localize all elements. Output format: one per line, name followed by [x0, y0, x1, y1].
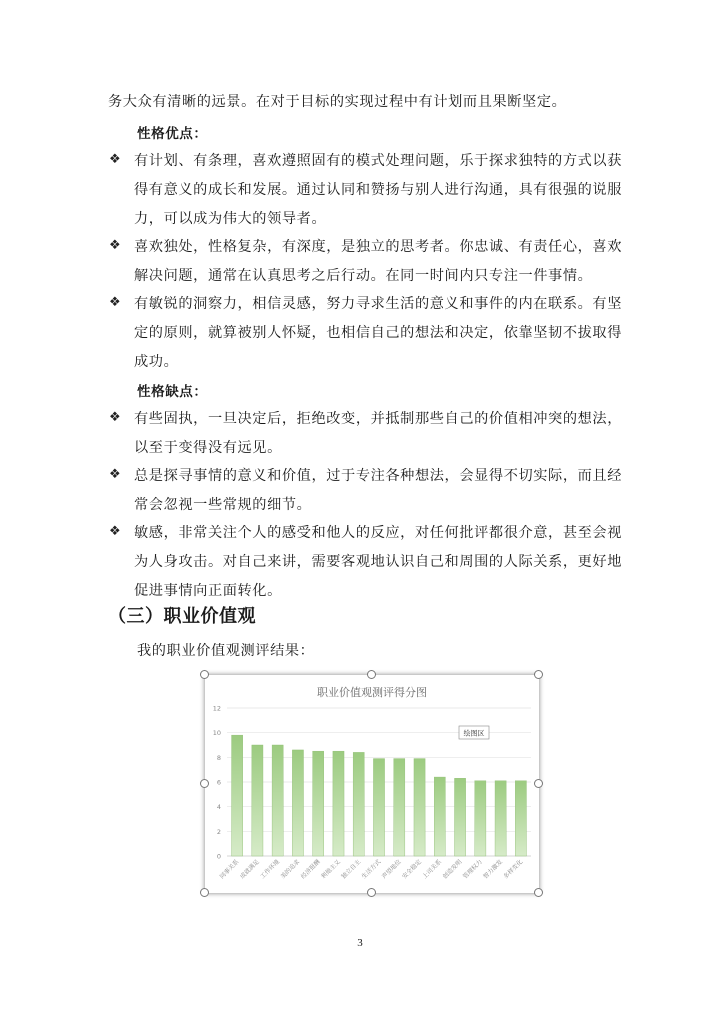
strengths-heading: 性格优点： — [137, 126, 208, 142]
resize-handle-bottom-right[interactable] — [534, 888, 543, 897]
resize-handle-top[interactable] — [367, 670, 376, 679]
strength-1-line-2: 得有意义的成长和发展。通过认同和赞扬与别人进行沟通，具有很强的说服 — [134, 182, 622, 198]
bullet-icon: ❖ — [109, 467, 121, 482]
bullet-icon: ❖ — [109, 238, 121, 253]
plot-area-tooltip — [459, 726, 489, 739]
weakness-3-line-1: 敏感，非常关注个人的感受和他人的反应，对任何批评都很介意，甚至会视 — [134, 525, 622, 541]
bar-管理权力[interactable] — [475, 781, 486, 856]
x-tick-label: 智力激发 — [482, 858, 505, 881]
x-tick-label: 安全稳定 — [401, 858, 423, 881]
strength-1-line-1: 有计划、有条理，喜欢遵照固有的模式处理问题，乐于探求独特的方式以获 — [134, 153, 622, 169]
bar-工作环境[interactable] — [272, 745, 283, 856]
x-tick-label: 独立自主 — [340, 858, 363, 881]
section-heading: （三）职业价值观 — [108, 606, 256, 627]
resize-handle-left[interactable] — [200, 779, 209, 788]
resize-handle-top-left[interactable] — [200, 670, 209, 679]
bar-生活方式[interactable] — [373, 759, 384, 856]
chart-container[interactable] — [204, 674, 540, 894]
bar-成就满足[interactable] — [252, 745, 263, 856]
x-tick-label: 生活方式 — [360, 858, 383, 881]
y-tick-label: 8 — [216, 753, 221, 762]
resize-handle-bottom[interactable] — [367, 888, 376, 897]
y-tick-label: 6 — [216, 778, 221, 787]
bar-独立自主[interactable] — [353, 752, 364, 856]
x-tick-label: 美的追求 — [279, 858, 302, 881]
weakness-3-line-2: 为人身攻击。对自己来讲，需要客观地认识自己和周围的人际关系，更好地 — [134, 554, 622, 570]
x-tick-label: 上司关系 — [421, 858, 444, 881]
resize-handle-top-right[interactable] — [534, 670, 543, 679]
strength-2-line-2: 解决问题，通常在认真思考之后行动。在同一时间内只专注一件事情。 — [134, 268, 593, 284]
strength-3-line-3: 成功。 — [134, 354, 179, 370]
bullet-icon: ❖ — [109, 152, 121, 167]
bar-chart[interactable] — [205, 675, 539, 893]
x-tick-label: 工作环境 — [259, 858, 282, 881]
bar-经济报酬[interactable] — [313, 751, 324, 856]
bar-多样变化[interactable] — [515, 781, 526, 856]
y-tick-label: 4 — [216, 803, 221, 812]
bar-智力激发[interactable] — [495, 781, 506, 856]
bar-上司关系[interactable] — [434, 777, 445, 856]
intro-line: 务大众有清晰的远景。在对于目标的实现过程中有计划而且果断坚定。 — [108, 94, 567, 110]
x-tick-label: 利他主义 — [319, 858, 342, 881]
bullet-icon: ❖ — [109, 524, 121, 539]
y-tick-label: 2 — [216, 827, 221, 836]
bullet-icon: ❖ — [109, 410, 121, 425]
weaknesses-heading: 性格缺点： — [137, 384, 208, 400]
strength-1-line-3: 力，可以成为伟大的领导者。 — [134, 211, 327, 227]
x-tick-label: 多样变化 — [502, 858, 525, 881]
weakness-3-line-3: 促进事情向正面转化。 — [134, 583, 282, 599]
bar-利他主义[interactable] — [333, 751, 344, 856]
resize-handle-bottom-left[interactable] — [200, 888, 209, 897]
x-tick-label: 成就满足 — [238, 858, 261, 881]
bar-声望地位[interactable] — [394, 759, 405, 856]
x-tick-label: 声望地位 — [380, 858, 403, 881]
bar-创造发明[interactable] — [454, 778, 465, 856]
strength-3-line-2: 定的原则，就算被别人怀疑，也相信自己的想法和决定，依靠坚韧不拔取得 — [134, 325, 622, 341]
result-line: 我的职业价值观测评结果： — [137, 643, 315, 659]
weakness-2-line-2: 常会忽视一些常规的细节。 — [134, 497, 312, 513]
resize-handle-right[interactable] — [534, 779, 543, 788]
chart-title: 职业价值观测评得分图 — [317, 686, 427, 699]
x-tick-label: 管理权力 — [461, 858, 484, 881]
weakness-1-line-2: 以至于变得没有远见。 — [134, 440, 282, 456]
page-number: 3 — [357, 937, 363, 949]
bar-同事关系[interactable] — [232, 735, 243, 856]
bar-美的追求[interactable] — [292, 750, 303, 856]
tooltip-text: 绘图区 — [463, 729, 485, 738]
x-tick-label: 同事关系 — [218, 858, 241, 881]
weakness-1-line-1: 有些固执，一旦决定后，拒绝改变，并抵制那些自己的价值相冲突的想法， — [134, 411, 622, 427]
y-tick-label: 12 — [212, 704, 221, 713]
x-tick-label: 创造发明 — [441, 858, 464, 881]
strength-3-line-1: 有敏锐的洞察力，相信灵感，努力寻求生活的意义和事件的内在联系。有坚 — [134, 296, 622, 312]
y-tick-label: 0 — [216, 852, 221, 861]
x-tick-label: 经济报酬 — [299, 858, 322, 881]
weakness-2-line-1: 总是探寻事情的意义和价值，过于专注各种想法，会显得不切实际，而且经 — [134, 468, 622, 484]
bar-安全稳定[interactable] — [414, 759, 425, 856]
bullet-icon: ❖ — [109, 295, 121, 310]
y-tick-label: 10 — [212, 729, 221, 738]
strength-2-line-1: 喜欢独处，性格复杂，有深度，是独立的思考者。你忠诚、有责任心，喜欢 — [134, 239, 622, 255]
